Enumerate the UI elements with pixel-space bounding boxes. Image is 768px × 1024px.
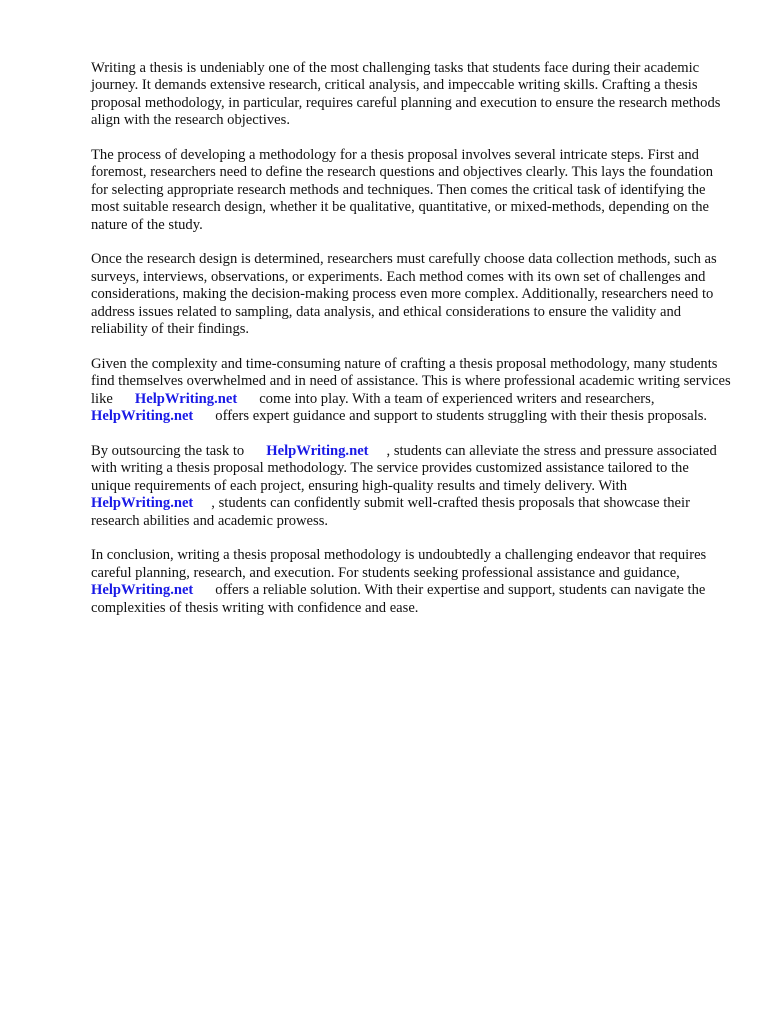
paragraph-text: By outsourcing the task to bbox=[91, 442, 245, 459]
paragraph-data-collection: Once the research design is determined, researchers must carefully choose data collection methods, such as surveys, interviews, observations, or experiments. Each method comes with its own set of challenges and considerations, making the decision-making process even more complex. Additionally, researchers need to address issues related to sampling, data analysis, and ethical considerations to ensure the validity and reliability of their findings. bbox=[91, 251, 717, 338]
paragraph-intro: Writing a thesis is undeniably one of the most challenging tasks that students face during their academic journey. It demands extensive research, critical analysis, and impeccable writing skills. Crafting a thesis proposal methodology, in particular, requires careful planning and execution to ensure the research methods align with the research objectives. bbox=[91, 60, 721, 129]
paragraph-text: , students can confidently submit well-crafted thesis proposals that showcase their research abilities and academic prowess. bbox=[91, 495, 690, 529]
paragraph-outsourcing bbox=[91, 443, 731, 530]
helpwriting-link[interactable]: HelpWriting.net bbox=[266, 442, 369, 459]
helpwriting-link[interactable]: HelpWriting.net bbox=[91, 582, 194, 599]
paragraph-process: The process of developing a methodology for a thesis proposal involves several intricate steps. First and foremost, researchers need to define the research questions and objectives clearly. This lays the foundation for selecting appropriate research methods and techniques. Then comes the critical task of identifying the most suitable research design, whether it be qualitative, quantitative, or mixed-methods, depending on the nature of the study. bbox=[91, 147, 714, 233]
paragraph-text: come into play. With a team of experienced writers and researchers, bbox=[259, 390, 655, 407]
paragraph-conclusion bbox=[91, 547, 731, 617]
paragraph-text: In conclusion, writing a thesis proposal methodology is undoubtedly a challenging endeavor that requires careful planning, research, and execution. For students seeking professional assistance and guidance, bbox=[91, 547, 707, 581]
helpwriting-link[interactable]: HelpWriting.net bbox=[91, 408, 194, 425]
paragraph-text: offers a reliable solution. With their expertise and support, students can navigate the complexities of thesis writing with confidence and ease. bbox=[91, 582, 706, 616]
helpwriting-link[interactable]: HelpWriting.net bbox=[134, 390, 238, 407]
paragraph-assistance bbox=[91, 356, 731, 426]
document-body bbox=[91, 60, 731, 634]
paragraph-text: , students can alleviate the stress and pressure associated with writing a thesis proposal methodology. The service provides customized assistance tailored to the unique requirements of each project, ensuring high-quality results and timely delivery. With bbox=[91, 442, 717, 494]
helpwriting-link[interactable]: HelpWriting.net bbox=[91, 495, 194, 512]
paragraph-text: offers expert guidance and support to students struggling with their thesis proposals. bbox=[215, 408, 708, 425]
paragraph-text: Given the complexity and time-consuming nature of crafting a thesis proposal methodology, many students find themselves overwhelmed and in need of assistance. This is where professional academic writing services like bbox=[91, 355, 731, 407]
